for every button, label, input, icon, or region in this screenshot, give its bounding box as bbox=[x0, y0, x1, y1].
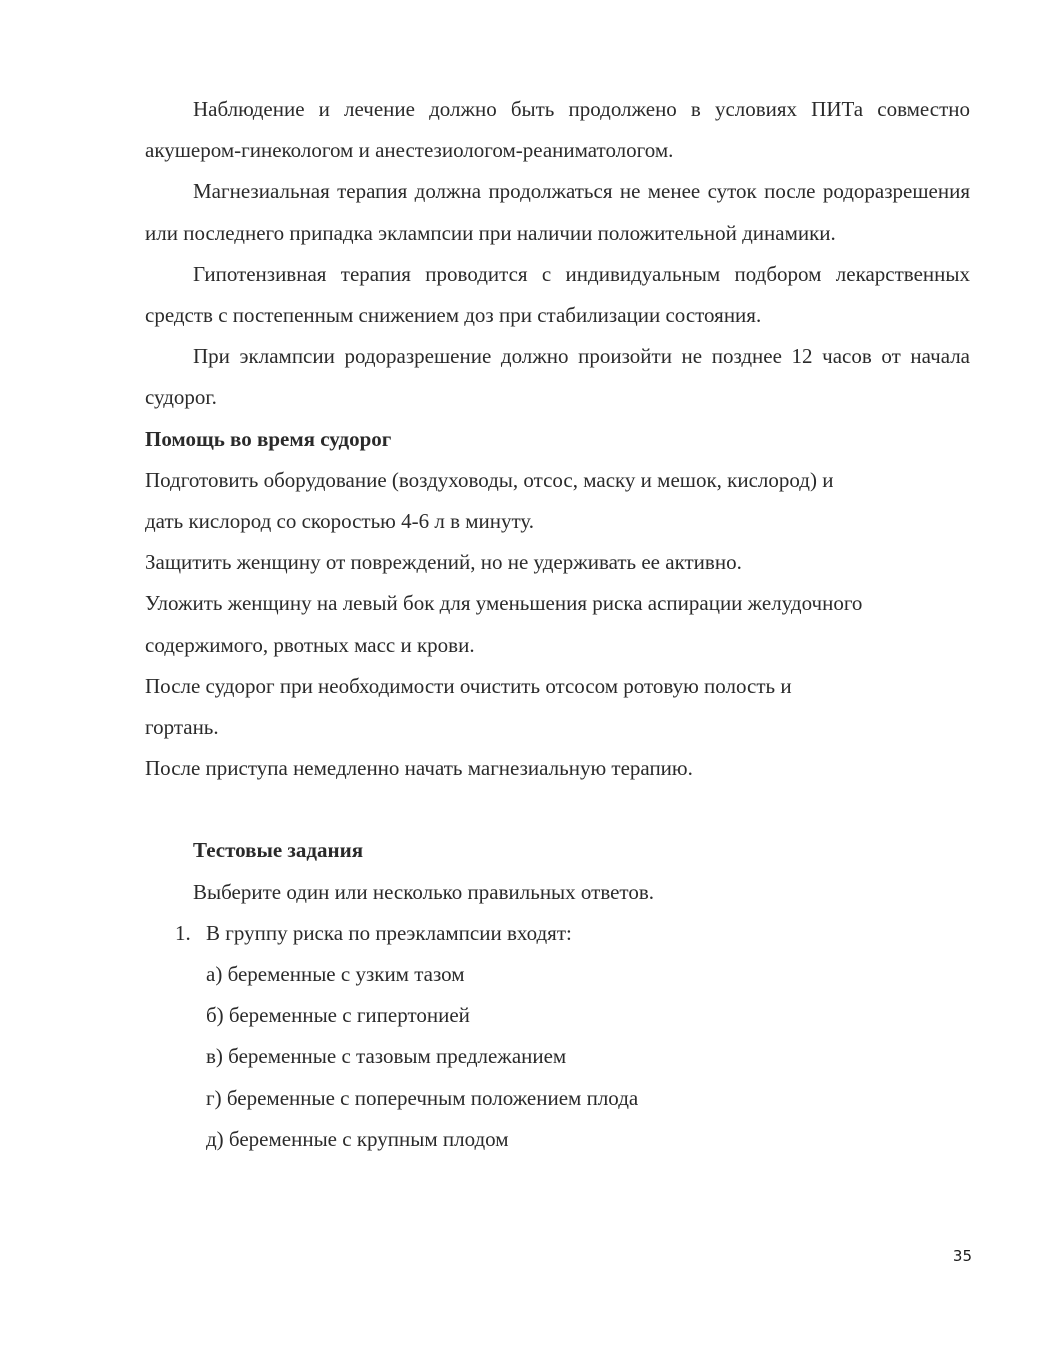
seizure-help-line: После приступа немедленно начать магнезиальную терапию. bbox=[145, 756, 693, 781]
answer-option: а) беременные с узким тазом bbox=[206, 962, 465, 987]
answer-option: г) беременные с поперечным положением плода bbox=[206, 1085, 639, 1110]
paragraph-hypotensive-therapy: Гипотензивная терапия проводится с индивидуальным подбором лекарственных средств с постепенным снижением доз при стабилизации состояния. bbox=[145, 261, 970, 328]
answer-option: б) беременные с гипертонией bbox=[206, 1003, 470, 1028]
seizure-help-line: Уложить женщину на левый бок для уменьшения риска аспирации желудочного bbox=[145, 591, 863, 616]
paragraph-magnesium-therapy: Магнезиальная терапия должна продолжаться не менее суток после родоразрешения или последнего припадка эклампсии при наличии положительной динамики. bbox=[145, 179, 970, 245]
seizure-help-line: После судорог при необходимости очистить отсосом ротовую полость и bbox=[145, 673, 792, 698]
seizure-help-heading: Помощь во время судорог bbox=[145, 426, 392, 451]
seizure-help-line: гортань. bbox=[145, 715, 219, 740]
question-number: 1. bbox=[175, 920, 191, 945]
seizure-help-line: Защитить женщину от повреждений, но не удерживать ее активно. bbox=[145, 550, 742, 575]
page-body bbox=[145, 89, 970, 1160]
paragraph-observation: Наблюдение и лечение должно быть продолжено в условиях ПИТа совместно акушером-гинекологом и анестезиологом-реаниматологом. bbox=[145, 97, 970, 163]
test-heading: Тестовые задания bbox=[193, 838, 364, 863]
question-text: В группу риска по преэклампсии входят: bbox=[206, 920, 572, 945]
section-spacer bbox=[145, 789, 970, 830]
seizure-help-line: Подготовить оборудование (воздуховоды, отсос, маску и мешок, кислород) и bbox=[145, 467, 834, 492]
seizure-help-line: содержимого, рвотных масс и крови. bbox=[145, 632, 475, 657]
answer-option: д) беременные с крупным плодом bbox=[206, 1126, 509, 1151]
paragraph-delivery-timing: При эклампсии родоразрешение должно произойти не позднее 12 часов от начала судорог. bbox=[145, 344, 970, 410]
test-question bbox=[145, 913, 970, 954]
seizure-help-line: дать кислород со скоростью 4-6 л в минуту. bbox=[145, 509, 535, 534]
test-instruction: Выберите один или несколько правильных ответов. bbox=[193, 879, 654, 904]
answer-option: в) беременные с тазовым предлежанием bbox=[206, 1044, 567, 1069]
page-number: 35 bbox=[952, 1247, 972, 1265]
